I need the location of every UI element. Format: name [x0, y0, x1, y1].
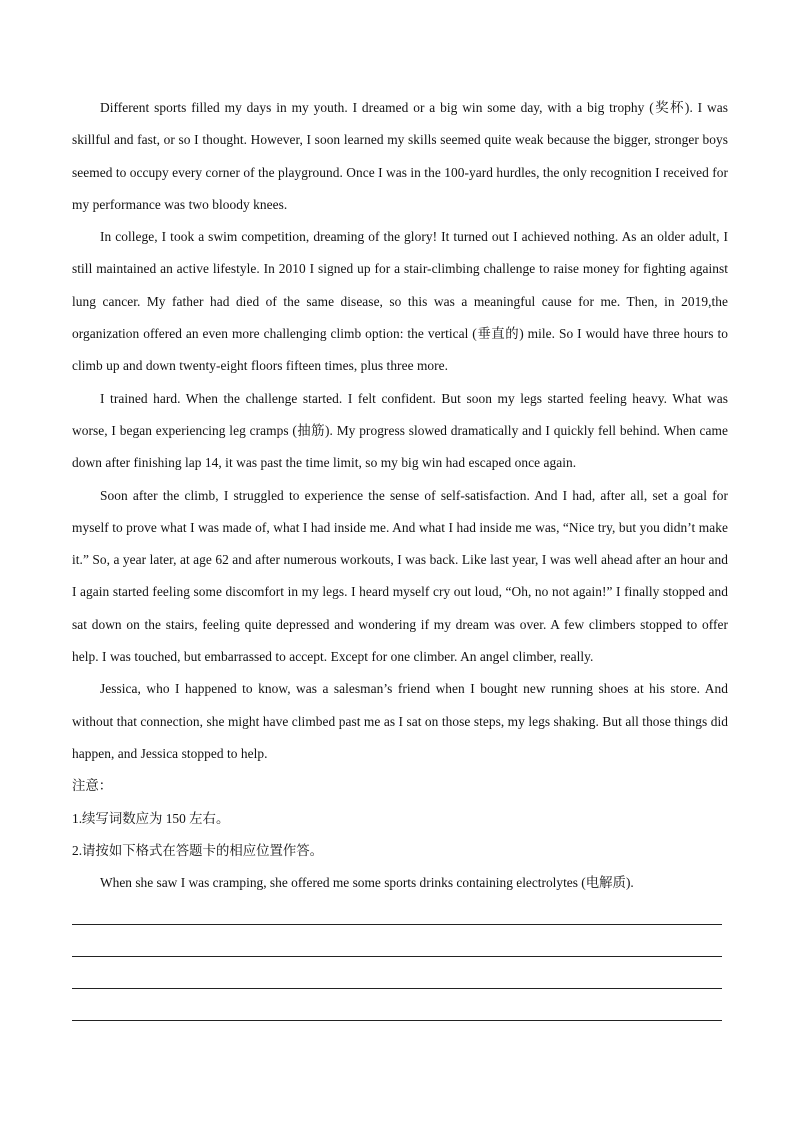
note-item-2: 2.请按如下格式在答题卡的相应位置作答。 [72, 842, 324, 858]
notes-heading: 注意： [72, 778, 113, 794]
answer-line[interactable] [72, 924, 722, 925]
note-item-1: 1.续写词数应为 150 左右。 [72, 810, 230, 826]
answer-line[interactable] [72, 988, 722, 989]
paragraph-3: I trained hard. When the challenge started. I felt confident. But soon my legs started feeling heavy. What was worse, I began experiencing leg cramps (抽筋). My progress slowed dramatically and I quickly fell behind. When came down after finishing lap 14, it was past the time limit, so my big win had escaped once again. [72, 390, 728, 471]
answer-line[interactable] [72, 956, 722, 957]
paragraph-2: In college, I took a swim competition, dreaming of the glory! It turned out I achieved nothing. As an older adult, I still maintained an active lifestyle. In 2010 I signed up for a stair-climbing challenge to raise money for fighting against lung cancer. My father had died of the same disease, so this was a meaningful cause for me. Then, in 2019,the organization offered an even more challenging climb option: the vertical (垂直的) mile. So I would have three hours to climb up and down twenty-eight floors fifteen times, plus three more. [72, 229, 728, 374]
paragraph-1: Different sports filled my days in my youth. I dreamed or a big win some day, with a big trophy (奖杯). I was skillful and fast, or so I thought. However, I soon learned my skills seemed quite weak because the bigger, stronger boys seemed to occupy every corner of the playground. Once I was in the 100-yard hurdles, the only recognition I received for my performance was two bloody knees. [72, 100, 728, 212]
paragraph-4: Soon after the climb, I struggled to experience the sense of self-satisfaction. And I had, after all, set a goal for myself to prove what I was made of, what I had inside me. And what I had inside me was, “Nice try, but you didn’t make it.” So, a year later, at age 62 and after numerous workouts, I was back. Like last year, I was well ahead after an hour and I again started feeling some discomfort in my legs. I heard myself cry out loud, “Oh, no not again!” I finally stopped and sat down on the stairs, feeling quite depressed and wondering if my dream was over. A few climbers stopped to offer help. I was touched, but embarrassed to accept. Except for one climber. An angel climber, really. [72, 487, 728, 665]
answer-lines [72, 924, 722, 1052]
continuation-prompt: When she saw I was cramping, she offered me some sports drinks containing electrolytes (电解质). [100, 875, 634, 891]
answer-line[interactable] [72, 1020, 722, 1021]
document-body [72, 92, 728, 899]
paragraph-5: Jessica, who I happened to know, was a salesman’s friend when I bought new running shoes at his store. And without that connection, she might have climbed past me as I sat on those steps, my legs shaking. But all those things did happen, and Jessica stopped to help. [72, 681, 728, 761]
